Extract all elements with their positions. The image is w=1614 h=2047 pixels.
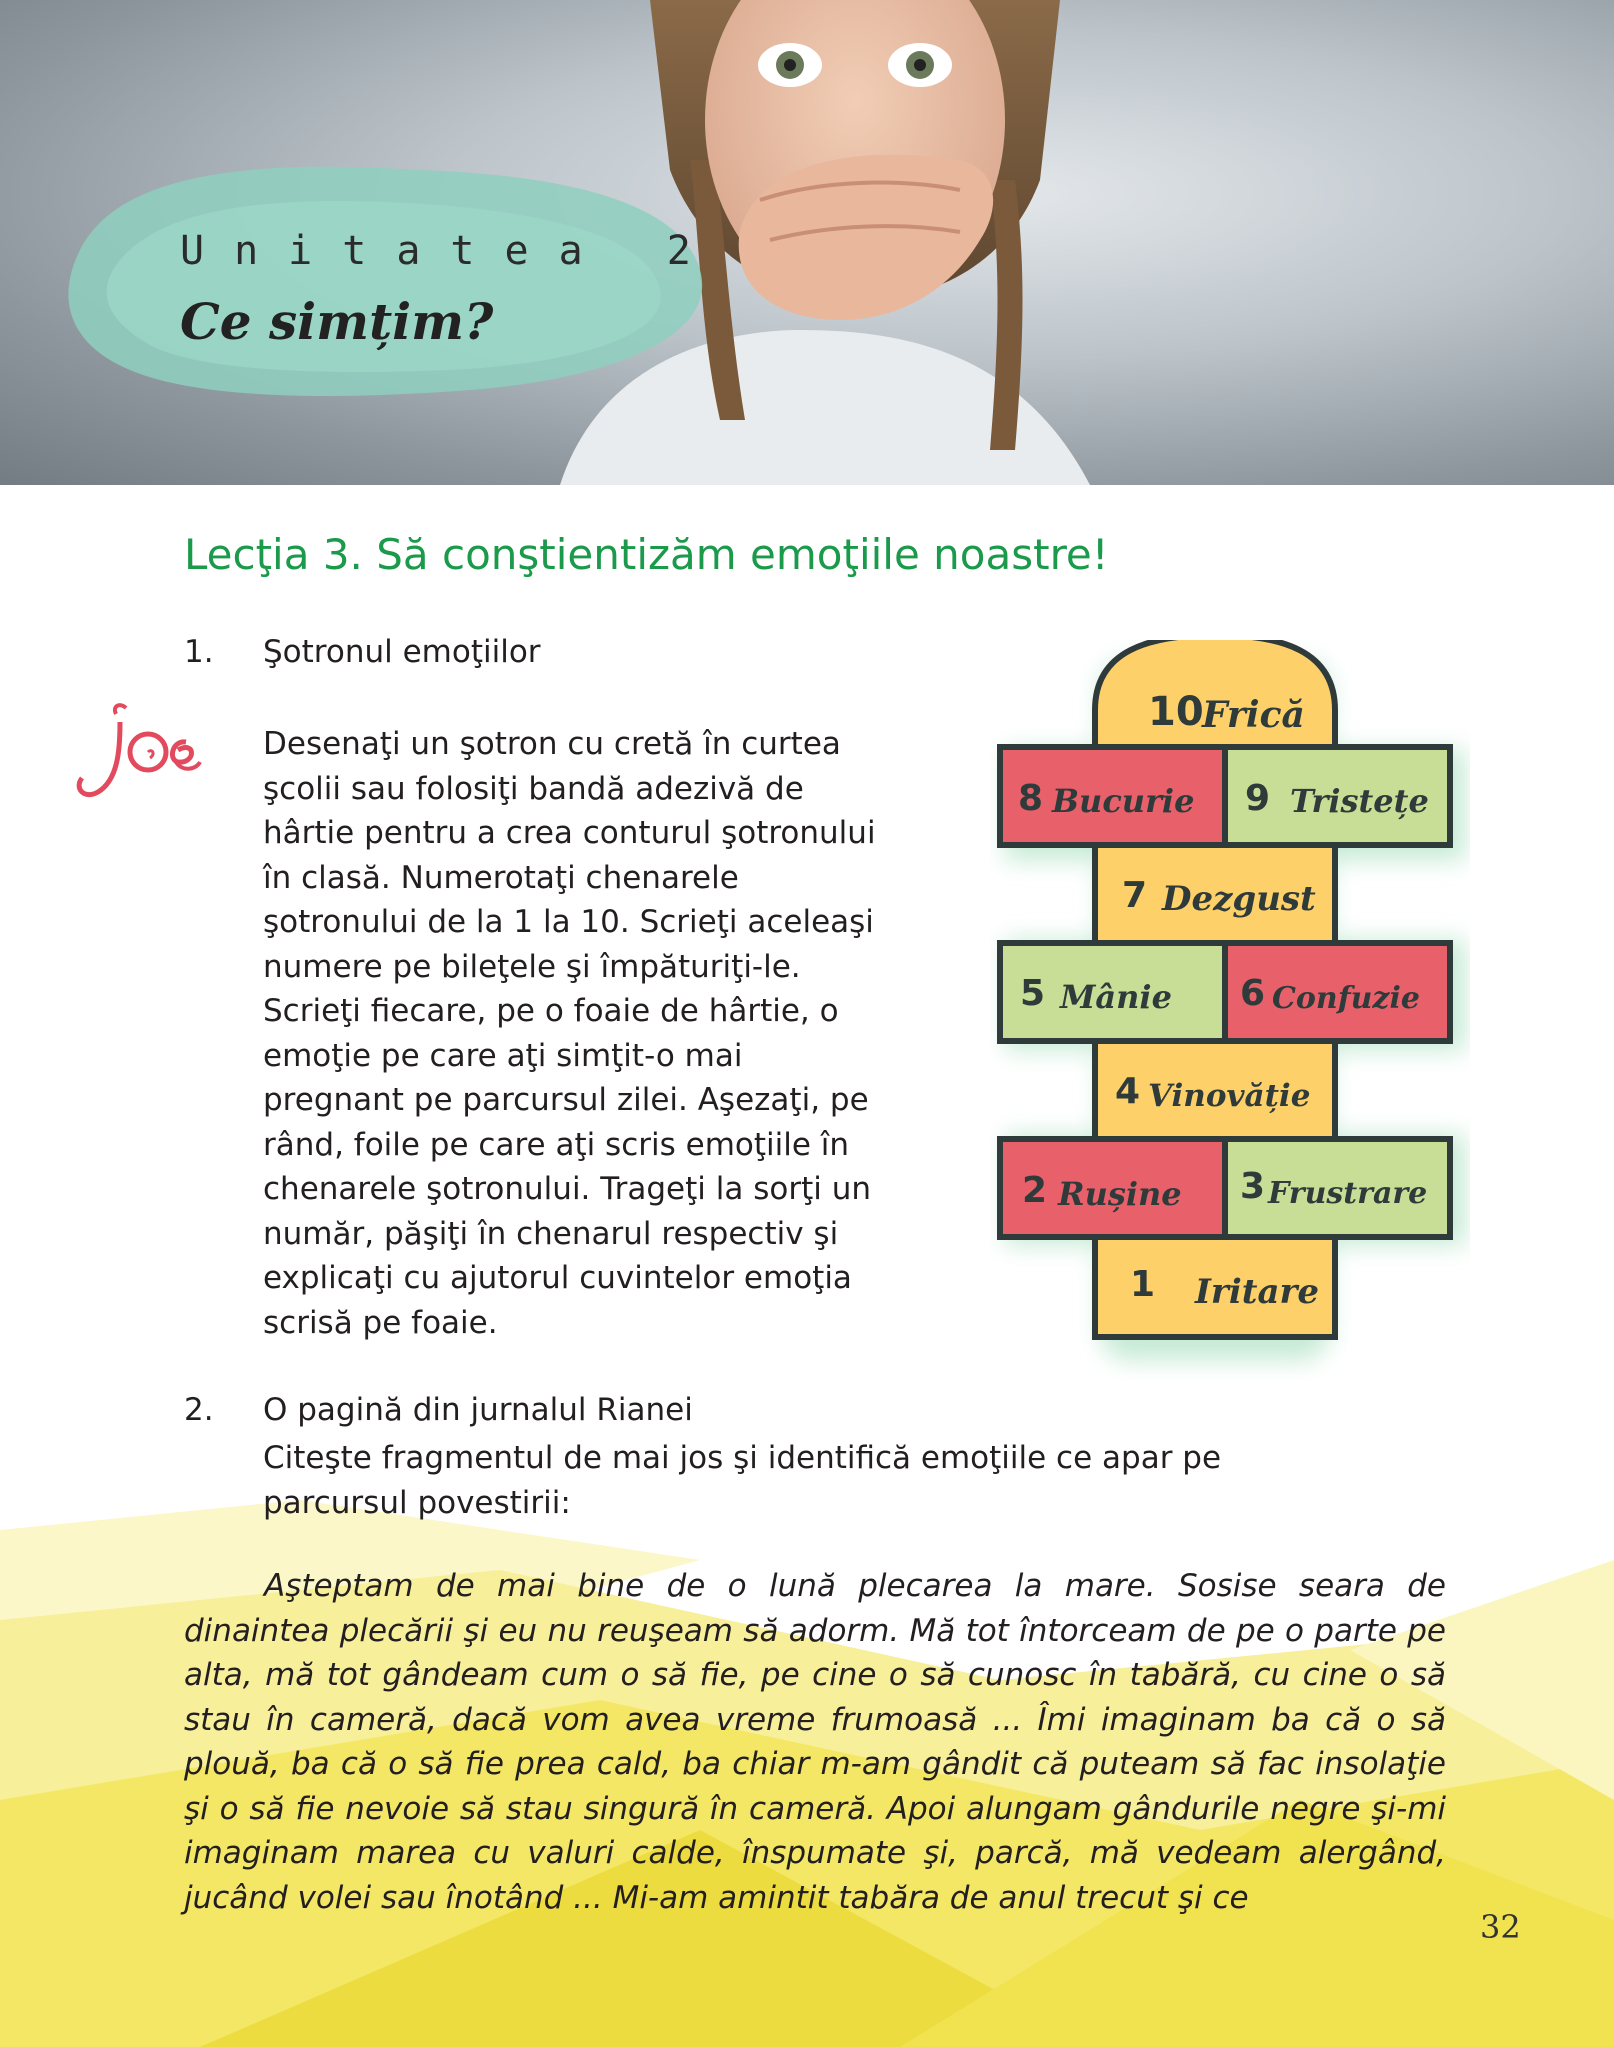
exercise-2-number: 2. xyxy=(184,1392,214,1428)
cell-10-word: Frică xyxy=(1202,694,1305,736)
exercise-2-instruction: Citeşte fragmentul de mai jos şi identifică emoţiile ce apar pe parcursul povestirii: xyxy=(263,1440,1222,1521)
unit-label: Unitatea 2 xyxy=(180,228,721,274)
cell-9-number: 9 xyxy=(1245,778,1271,819)
lesson-title: Lecţia 3. Să conştientizăm emoţiile noastre! xyxy=(184,530,1109,579)
cell-5-number: 5 xyxy=(1020,973,1046,1014)
exercise-1-title: Şotronul emoţiilor xyxy=(263,634,541,670)
cell-1-number: 1 xyxy=(1130,1264,1156,1305)
exercise-2-title: O pagină din jurnalul Rianei xyxy=(263,1392,693,1428)
cell-9-word: Tristețe xyxy=(1290,782,1429,820)
cell-7-word: Dezgust xyxy=(1162,879,1316,919)
cell-6-word: Confuzie xyxy=(1272,981,1420,1016)
unit-heading xyxy=(180,228,721,351)
cell-6-number: 6 xyxy=(1240,973,1266,1014)
cell-4-number: 4 xyxy=(1115,1071,1141,1112)
cell-1-word: Iritare xyxy=(1195,1272,1320,1312)
unit-subtitle: Ce simțim? xyxy=(180,292,494,351)
page-number: 32 xyxy=(1480,1908,1521,1946)
exercise-1-text: Desenaţi un şotron cu cretă în curtea şcolii sau folosiţi bandă adezivă de hârtie pentru a crea conturul şotronului în clasă. Numerotaţi chenarele şotronului de la 1 la 10. Scrieţi aceleaşi numere pe bileţele şi împăturiţi-le. Scrieţi fiecare, pe o foaie de hârtie, o emoţie pe care aţi simţit-o mai pregnant pe parcursul zilei. Aşezaţi, pe rând, foile pe care aţi scris emoţiile în chenarele şotronului. Trageţi la sorţi un număr, păşiţi în chenarul respectiv şi explicaţi cu ajutorul cuvintelor emoţia scrisă pe foaie. xyxy=(263,726,876,1341)
cell-7-number: 7 xyxy=(1122,875,1148,916)
joe-logo-text: joe xyxy=(68,700,70,701)
cell-8-number: 8 xyxy=(1018,778,1044,819)
cell-4-word: Vinovăție xyxy=(1148,1078,1311,1114)
cell-10-number: 10 xyxy=(1148,689,1204,735)
cell-8-word: Bucurie xyxy=(1052,782,1195,820)
joe-logo xyxy=(68,700,208,810)
hopscotch-diagram xyxy=(990,640,1470,1380)
cell-2-word: Rușine xyxy=(1058,1175,1182,1213)
cell-3-number: 3 xyxy=(1240,1166,1266,1207)
exercise-1-number: 1. xyxy=(184,634,214,670)
cell-3-word: Frustrare xyxy=(1268,1176,1428,1211)
header-banner xyxy=(0,0,1614,485)
cell-2-number: 2 xyxy=(1022,1170,1048,1211)
cell-5-word: Mânie xyxy=(1060,978,1172,1016)
diary-fragment: Aşteptam de mai bine de o lună plecarea la mare. Sosise seara de dinaintea plecării şi eu nu reuşeam să adorm. Mă tot întorceam de pe o parte pe alta, mă tot gândeam cum o să fie, pe cine o să cunosc în tabără, cu cine o să stau în cameră, dacă vom avea vreme frumoasă ... Îmi imaginam ba că o să plouă, ba că o să fie prea cald, ba chiar m-am gândit că puteam să fac insolaţie şi o să fie nevoie să stau singură în cameră. Apoi alungam gândurile negre şi-mi imaginam marea cu valuri calde, înspumate şi, parcă, mă vedeam alergând, jucând volei sau înotând ... Mi-am amintit tabăra de anul trecut şi ce xyxy=(184,1568,1446,1916)
